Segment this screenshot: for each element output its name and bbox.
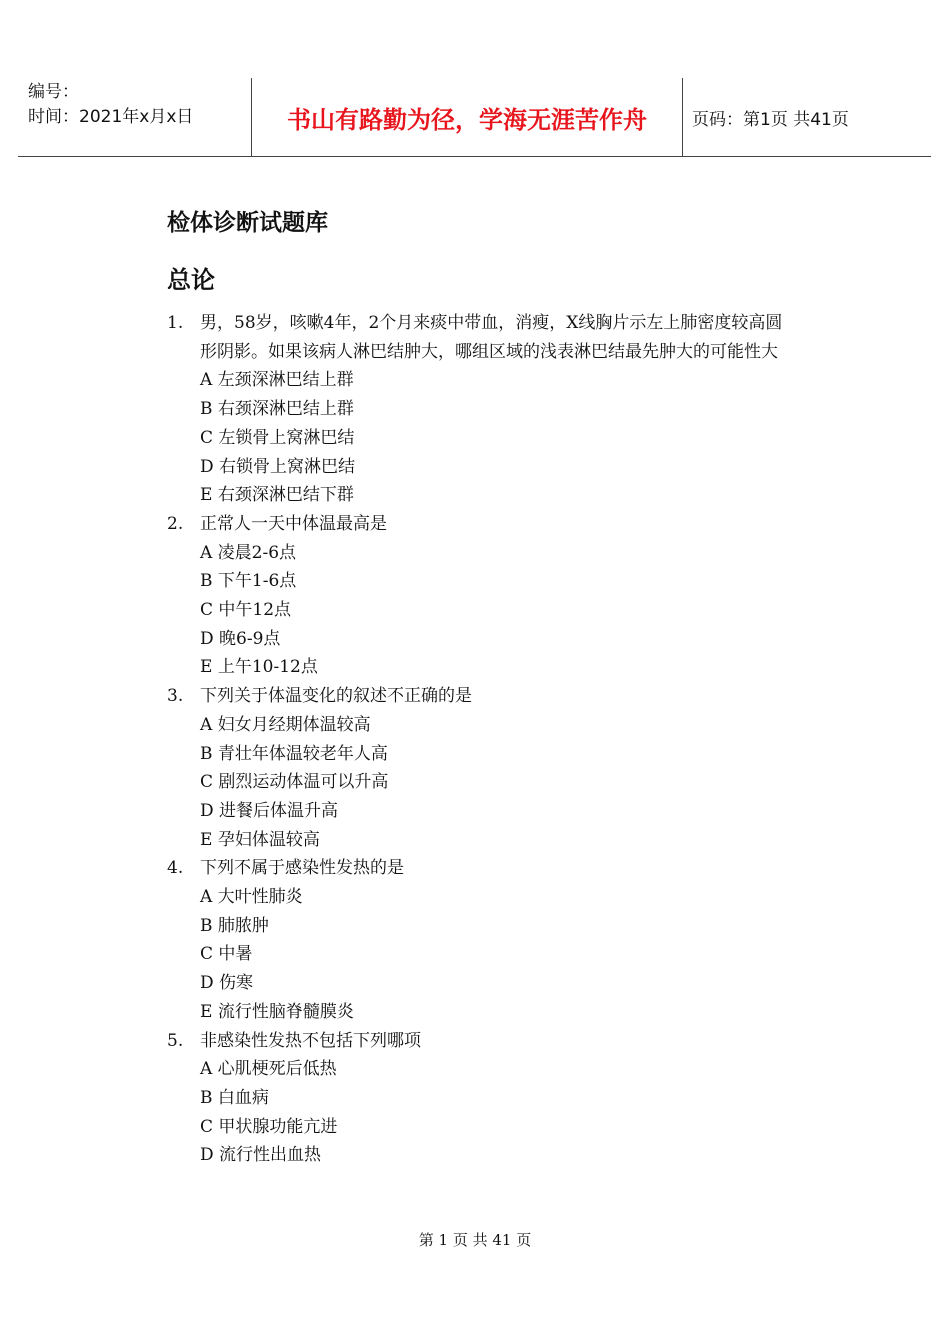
answer-option: A 妇女月经期体温较高 [200, 714, 371, 735]
answer-option: E 右颈深淋巴结下群 [200, 485, 354, 506]
header-divider [682, 78, 683, 156]
answer-option: C 剧烈运动体温可以升高 [200, 772, 389, 793]
question-stem: 下列不属于感染性发热的是 [200, 858, 404, 879]
question-number: 2. [167, 513, 184, 534]
number-label: 编号： [28, 82, 79, 102]
answer-option: A 心肌梗死后低热 [200, 1059, 337, 1080]
question-number: 3. [167, 686, 184, 707]
header-meta [28, 80, 193, 130]
answer-option: D 伤寒 [200, 973, 254, 994]
question-stem: 非感染性发热不包括下列哪项 [200, 1030, 421, 1051]
page-footer: 第 1 页 共 41 页 [418, 1231, 532, 1249]
answer-option: B 白血病 [200, 1087, 269, 1108]
question-item [167, 854, 797, 1026]
answer-option: A 凌晨2-6点 [200, 542, 297, 563]
question-stem: 下列关于体温变化的叙述不正确的是 [200, 686, 472, 707]
answer-option: C 中暑 [200, 944, 253, 965]
page-header [18, 78, 931, 157]
answer-option: D 晚6-9点 [200, 628, 281, 649]
answer-option: E 上午10-12点 [200, 657, 318, 678]
question-item [167, 309, 797, 510]
question-number: 1. [167, 313, 184, 333]
time-label: 时间：2021年x月x日 [28, 107, 194, 127]
answer-option: E 流行性脑脊髓膜炎 [200, 1001, 354, 1022]
header-motto: 书山有路勤为径，学海无涯苦作舟 [287, 105, 647, 134]
answer-option: A 大叶性肺炎 [200, 887, 303, 908]
answer-option: E 孕妇体温较高 [200, 829, 320, 850]
answer-option: C 甲状腺功能亢进 [200, 1116, 338, 1137]
question-stem: 男，58岁，咳嗽4年，2个月来痰中带血，消瘦，X线胸片示左上肺密度较高圆形阴影。如果该病人淋巴结肿大，哪组区域的浅表淋巴结最先肿大的可能性大 [200, 313, 783, 362]
question-item [167, 510, 797, 682]
answer-option: D 进餐后体温升高 [200, 800, 339, 821]
answer-option: C 左锁骨上窝淋巴结 [200, 427, 355, 448]
question-stem: 正常人一天中体温最高是 [200, 513, 387, 534]
question-item [167, 1027, 797, 1171]
question-number: 4. [167, 858, 184, 879]
answer-option: D 右锁骨上窝淋巴结 [200, 456, 356, 477]
section-title: 总论 [167, 266, 215, 294]
answer-option: B 肺脓肿 [200, 915, 269, 936]
question-item [167, 682, 797, 854]
answer-option: B 下午1-6点 [200, 571, 297, 592]
answer-option: C 中午12点 [200, 600, 292, 621]
answer-option: A 左颈深淋巴结上群 [200, 370, 354, 391]
header-page-label: 页码：第1页 共41页 [692, 109, 849, 130]
question-list [167, 309, 797, 1170]
question-number: 5. [167, 1030, 184, 1051]
document-title: 检体诊断试题库 [167, 210, 328, 236]
answer-option: B 青壮年体温较老年人高 [200, 743, 388, 764]
answer-option: D 流行性出血热 [200, 1145, 322, 1166]
answer-option: B 右颈深淋巴结上群 [200, 399, 354, 420]
